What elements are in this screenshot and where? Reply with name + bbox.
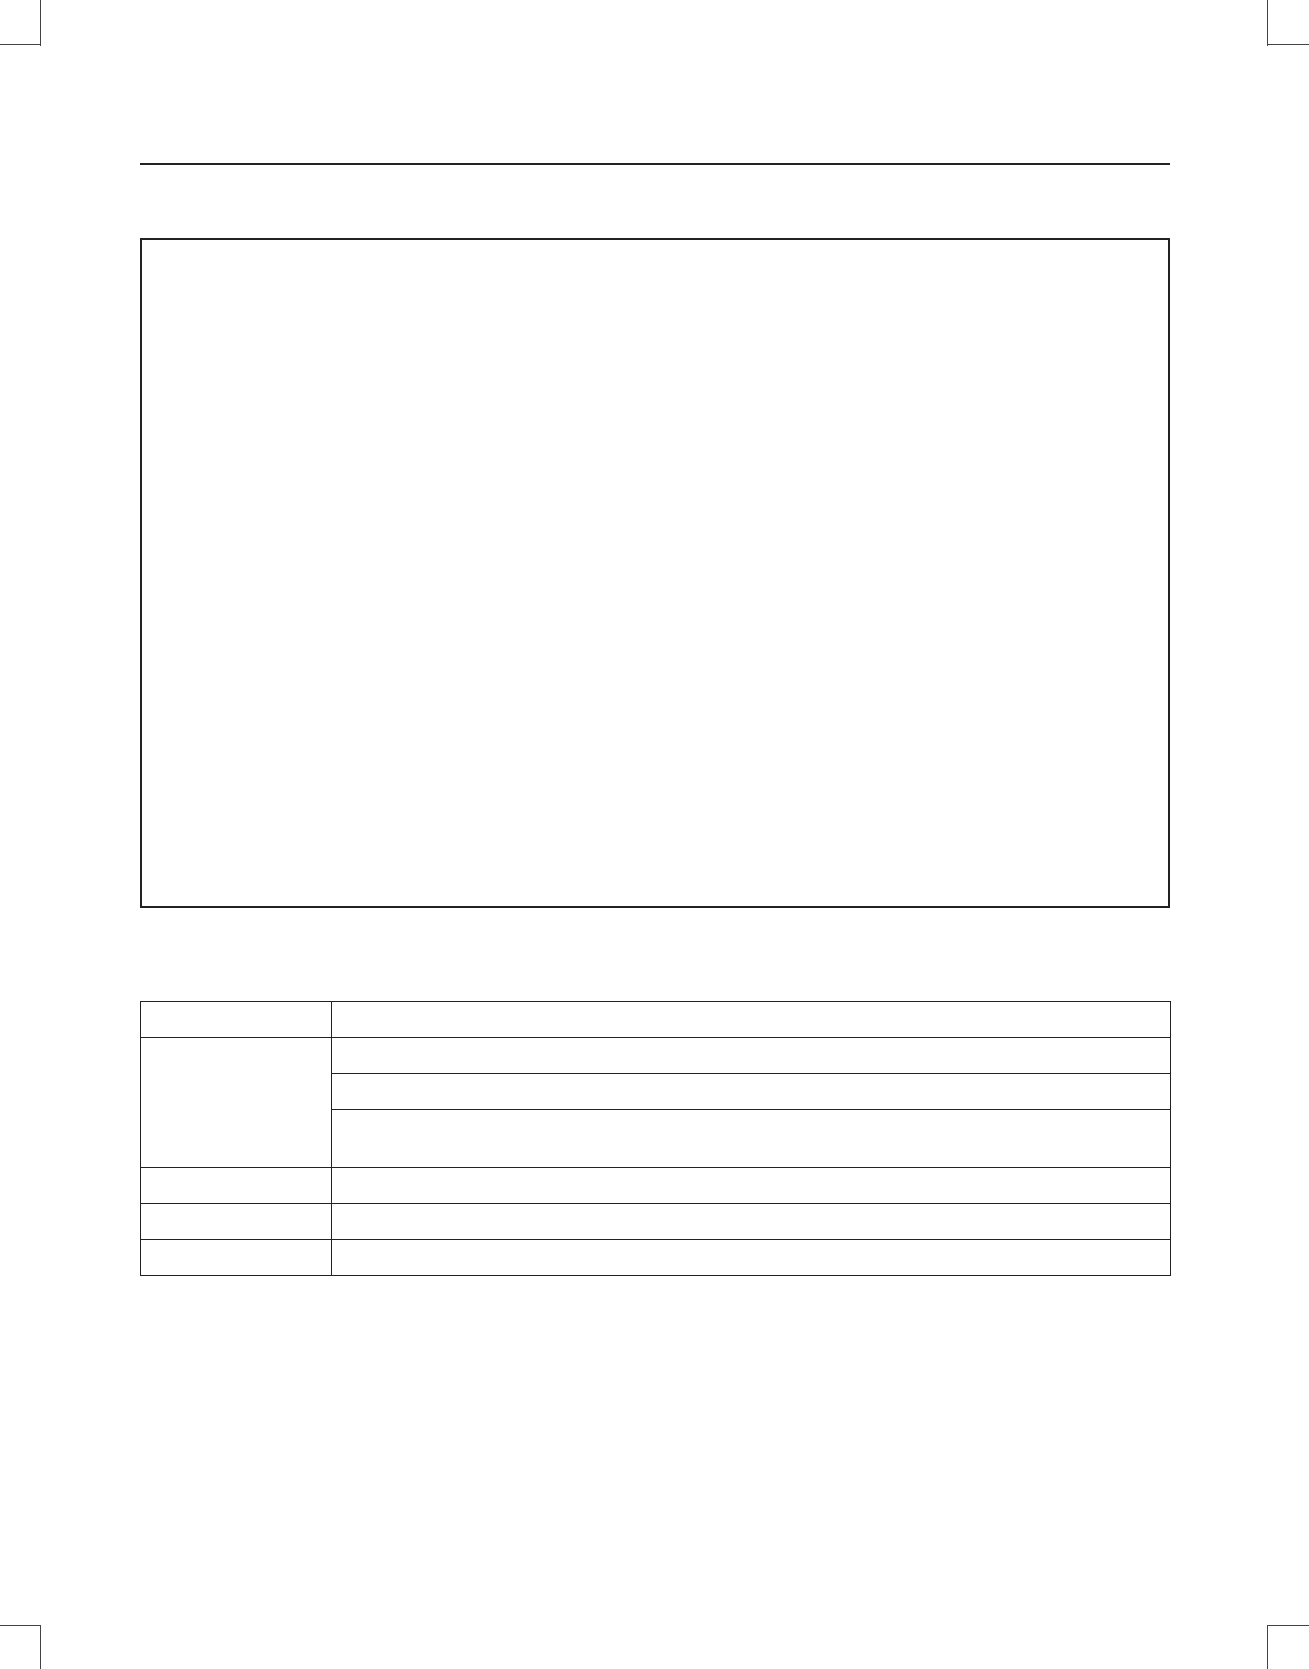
table-cell: [332, 1074, 1171, 1110]
table-cell: [332, 1038, 1171, 1074]
spec-table: [140, 1001, 1171, 1276]
table-cell: [332, 1110, 1171, 1168]
table-cell: [332, 1168, 1171, 1204]
table-cell: [332, 1204, 1171, 1240]
table-cell: [141, 1038, 332, 1168]
table-cell: [332, 1002, 1171, 1038]
table-cell: [141, 1168, 332, 1204]
table-cell: [141, 1240, 332, 1276]
table-cell: [141, 1204, 332, 1240]
table-cell: [332, 1240, 1171, 1276]
table-cell: [141, 1002, 332, 1038]
